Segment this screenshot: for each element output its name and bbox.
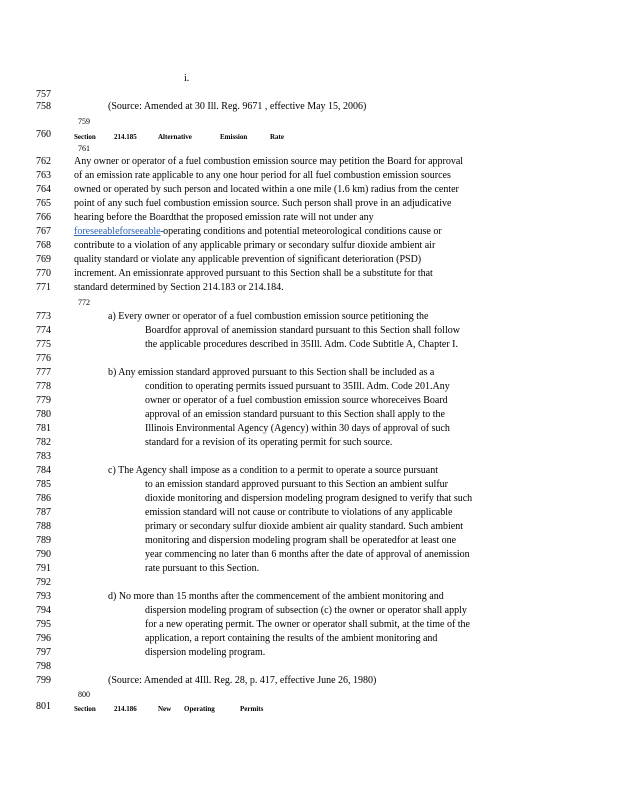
source-note: (Source: Amended at 4Ill. Reg. 28, p. 417, effective June 26, 1980) (108, 675, 377, 686)
item-c-line: c) The Agency shall impose as a condition to a permit to operate a source pursuant (108, 465, 438, 476)
paragraph-line: point of any such fuel combustion emission source. Such person shall prove in an adjudicative (74, 198, 452, 209)
paragraph-line: hearing before the Boardthat the proposed emission rate will not under any (74, 212, 374, 223)
item-a-line: a) Every owner or operator of a fuel combustion emission source petitioning the (108, 311, 429, 322)
paragraph-line: of an emission rate applicable to any one hour period for all fuel combustion emission sources (74, 170, 451, 181)
item-c-line: dioxide monitoring and dispersion modeling program designed to verify that such (145, 493, 473, 504)
inserted-text: foreseeableforseeable (74, 226, 161, 237)
item-a-line: Boardfor approval of anemission standard pursuant to this Section shall follow (145, 325, 460, 336)
item-c-line: year commencing no later than 6 months after the date of approval of anemission (145, 549, 470, 560)
line-number: 764 (36, 184, 51, 195)
line-number: 783 (36, 451, 51, 462)
item-a-line: the applicable procedures described in 35Ill. Adm. Code Subtitle A, Chapter I. (145, 339, 458, 350)
item-b-line: approval of an emission standard pursuant to this Section shall apply to the (145, 409, 445, 420)
section-title-1: Alternative (158, 133, 192, 141)
line-number: 793 (36, 591, 51, 602)
sub-line-number: 772 (78, 298, 90, 307)
line-number: 778 (36, 381, 51, 392)
section-title-2: Emission (220, 133, 248, 141)
line-number: 781 (36, 423, 51, 434)
item-d-line: for a new operating permit. The owner or operator shall submit, at the time of the (145, 619, 470, 630)
line-number: 789 (36, 535, 51, 546)
line-number: 788 (36, 521, 51, 532)
item-b-line: b) Any emission standard approved pursuant to this Section shall be included as a (108, 367, 435, 378)
line-number: 787 (36, 507, 51, 518)
line-number: 768 (36, 240, 51, 251)
line-number: 763 (36, 170, 51, 181)
section-title-1: New (158, 705, 172, 713)
paragraph-text: operating conditions and potential meteorological conditions cause or (163, 226, 442, 237)
line-number: 784 (36, 465, 51, 476)
item-c-line: rate pursuant to this Section. (145, 563, 260, 574)
line-number: 790 (36, 549, 51, 560)
line-number: 771 (36, 282, 51, 293)
line-number: 766 (36, 212, 51, 223)
line-number: 782 (36, 437, 51, 448)
paragraph-line: Any owner or operator of a fuel combustion emission source may petition the Board for approval (74, 156, 464, 167)
item-b-line: condition to operating permits issued pursuant to 35Ill. Adm. Code 201.Any (145, 381, 450, 392)
section-title-3: Permits (240, 705, 264, 713)
line-number: 770 (36, 268, 51, 279)
line-number: 776 (36, 353, 51, 364)
source-note: (Source: Amended at 30 Ill. Reg. 9671 , effective May 15, 2006) (108, 101, 367, 112)
paragraph-line: quality standard or violate any applicable prevention of significant deterioration (PSD) (74, 254, 422, 265)
section-label: Section (74, 133, 96, 141)
line-number: 801 (36, 701, 51, 712)
item-b-line: standard for a revision of its operating permit for such source. (145, 437, 393, 448)
sub-line-number: 800 (78, 690, 90, 699)
header-mark: i. (184, 73, 190, 84)
line-number: 760 (36, 129, 51, 140)
line-number: 791 (36, 563, 51, 574)
paragraph-line: owned or operated by such person and located within a one mile (1.6 km) radius from the center (74, 184, 459, 195)
line-number: 765 (36, 198, 51, 209)
line-number: 774 (36, 325, 51, 336)
item-c-line: to an emission standard approved pursuant to this Section an ambient sulfur (145, 479, 448, 490)
line-number: 757 (36, 89, 51, 100)
line-number: 762 (36, 156, 51, 167)
paragraph-line: standard determined by Section 214.183 or 214.184. (74, 282, 284, 293)
paragraph-line: increment. An emissionrate approved pursuant to this Section shall be a substitute for that (74, 268, 433, 279)
line-number: 780 (36, 409, 51, 420)
line-number: 798 (36, 661, 51, 672)
line-number: 779 (36, 395, 51, 406)
paragraph-line-tracked (74, 226, 442, 238)
item-d-line: dispersion modeling program. (145, 647, 266, 658)
sub-line-number: 759 (78, 117, 90, 126)
section-number: 214.185 (114, 133, 137, 141)
item-d-line: application, a report containing the results of the ambient monitoring and (145, 633, 438, 644)
line-number: 786 (36, 493, 51, 504)
line-number: 767 (36, 226, 51, 237)
line-number: 773 (36, 311, 51, 322)
item-c-line: monitoring and dispersion modeling program shall be operatedfor at least one (145, 535, 457, 546)
line-number: 792 (36, 577, 51, 588)
item-d-line: d) No more than 15 months after the commencement of the ambient monitoring and (108, 591, 444, 602)
sub-line-number: 761 (78, 144, 90, 153)
item-d-line: dispersion modeling program of subsection (c) the owner or operator shall apply (145, 605, 467, 616)
line-number: 785 (36, 479, 51, 490)
item-b-line: Illinois Environmental Agency (Agency) within 30 days of approval of such (145, 423, 450, 434)
line-number: 795 (36, 619, 51, 630)
section-label: Section (74, 705, 96, 713)
line-number: 775 (36, 339, 51, 350)
paragraph-line: contribute to a violation of any applicable primary or secondary sulfur dioxide ambient air (74, 240, 436, 251)
line-number: 799 (36, 675, 51, 686)
item-c-line: emission standard will not cause or contribute to violations of any applicable (145, 507, 453, 518)
line-number: 769 (36, 254, 51, 265)
line-number: 758 (36, 101, 51, 112)
section-number: 214.186 (114, 705, 137, 713)
line-number: 777 (36, 367, 51, 378)
line-number: 796 (36, 633, 51, 644)
line-number: 797 (36, 647, 51, 658)
section-title-2: Operating (184, 705, 215, 713)
item-b-line: owner or operator of a fuel combustion emission source whoreceives Board (145, 395, 448, 406)
item-c-line: primary or secondary sulfur dioxide ambient air quality standard. Such ambient (145, 521, 463, 532)
section-title-3: Rate (270, 133, 284, 141)
line-number: 794 (36, 605, 51, 616)
